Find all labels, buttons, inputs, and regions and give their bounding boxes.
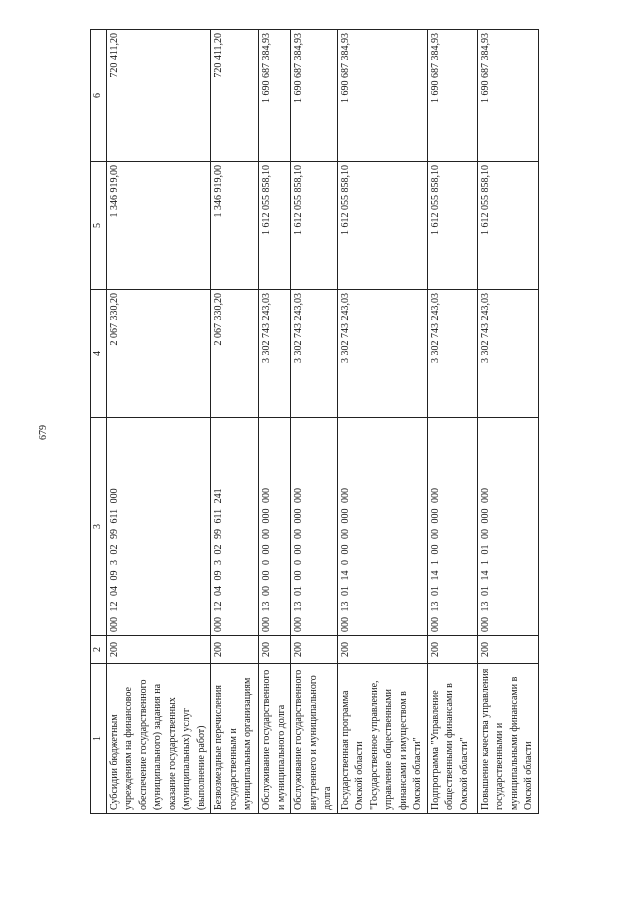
table-row (259, 30, 291, 814)
row-value-1: 3 302 743 243,03 (291, 290, 338, 418)
row-classification-code: 000 13 00 00 0 00 00 000 000 (259, 418, 291, 636)
column-header: 3 (91, 418, 107, 636)
row-classification-code: 000 13 01 14 1 01 00 000 000 (477, 418, 538, 636)
row-value-1: 3 302 743 243,03 (259, 290, 291, 418)
row-name: Повышение качества управления государственными и муниципальными финансами в Омской области (477, 664, 538, 814)
budget-table-container (90, 30, 534, 814)
row-classification-code: 000 13 01 14 0 00 00 000 000 (337, 418, 427, 636)
row-value-3: 720 411,20 (106, 30, 211, 162)
row-code: 200 (427, 636, 477, 664)
row-value-2: 1 612 055 858,10 (259, 162, 291, 290)
row-value-3: 1 690 687 384,93 (427, 30, 477, 162)
row-classification-code: 000 12 04 09 3 02 99 611 000 (106, 418, 211, 636)
row-value-1: 2 067 330,20 (211, 290, 259, 418)
row-value-1: 2 067 330,20 (106, 290, 211, 418)
row-classification-code: 000 13 01 14 1 00 00 000 000 (427, 418, 477, 636)
row-value-1: 3 302 743 243,03 (337, 290, 427, 418)
row-value-2: 1 612 055 858,10 (477, 162, 538, 290)
column-header: 4 (91, 290, 107, 418)
row-value-3: 1 690 687 384,93 (477, 30, 538, 162)
table-row (291, 30, 338, 814)
table-row (211, 30, 259, 814)
header-row (91, 30, 107, 814)
table-row (337, 30, 427, 814)
row-value-3: 1 690 687 384,93 (259, 30, 291, 162)
table-row (106, 30, 211, 814)
row-value-2: 1 612 055 858,10 (427, 162, 477, 290)
row-value-2: 1 612 055 858,10 (291, 162, 338, 290)
row-value-2: 1 346 919,00 (106, 162, 211, 290)
row-value-1: 3 302 743 243,03 (477, 290, 538, 418)
row-classification-code: 000 13 01 00 0 00 00 000 000 (291, 418, 338, 636)
row-code: 200 (259, 636, 291, 664)
column-header: 2 (91, 636, 107, 664)
row-code: 200 (291, 636, 338, 664)
budget-table (90, 29, 539, 814)
column-header: 6 (91, 30, 107, 162)
row-name: Обслуживание государственного и муниципального долга (259, 664, 291, 814)
row-value-2: 1 612 055 858,10 (337, 162, 427, 290)
row-value-3: 1 690 687 384,93 (291, 30, 338, 162)
row-code: 200 (477, 636, 538, 664)
row-name: Государственная программа Омской области "Государственное управление, управление общественными финансами и имуществом в Омской области" (337, 664, 427, 814)
row-value-1: 3 302 743 243,03 (427, 290, 477, 418)
column-header: 1 (91, 664, 107, 814)
row-value-3: 720 411,20 (211, 30, 259, 162)
table-row (477, 30, 538, 814)
row-code: 200 (337, 636, 427, 664)
row-classification-code: 000 12 04 09 3 02 99 611 241 (211, 418, 259, 636)
table-row (427, 30, 477, 814)
row-name: Субсидии бюджетным учреждениям на финансовое обеспечение государственного (муниципального) задания на оказание государственных (муниципальных) услуг (выполнение работ) (106, 664, 211, 814)
row-code: 200 (106, 636, 211, 664)
row-name: Безвозмездные перечисления государственным и муниципальным организациям (211, 664, 259, 814)
row-value-2: 1 346 919,00 (211, 162, 259, 290)
row-code: 200 (211, 636, 259, 664)
row-name: Обслуживание государственного внутреннего и муниципального долга (291, 664, 338, 814)
row-name: Подпрограмма "Управление общественными финансами в Омской области" (427, 664, 477, 814)
column-header: 5 (91, 162, 107, 290)
row-value-3: 1 690 687 384,93 (337, 30, 427, 162)
page-number: 679 (38, 425, 49, 440)
